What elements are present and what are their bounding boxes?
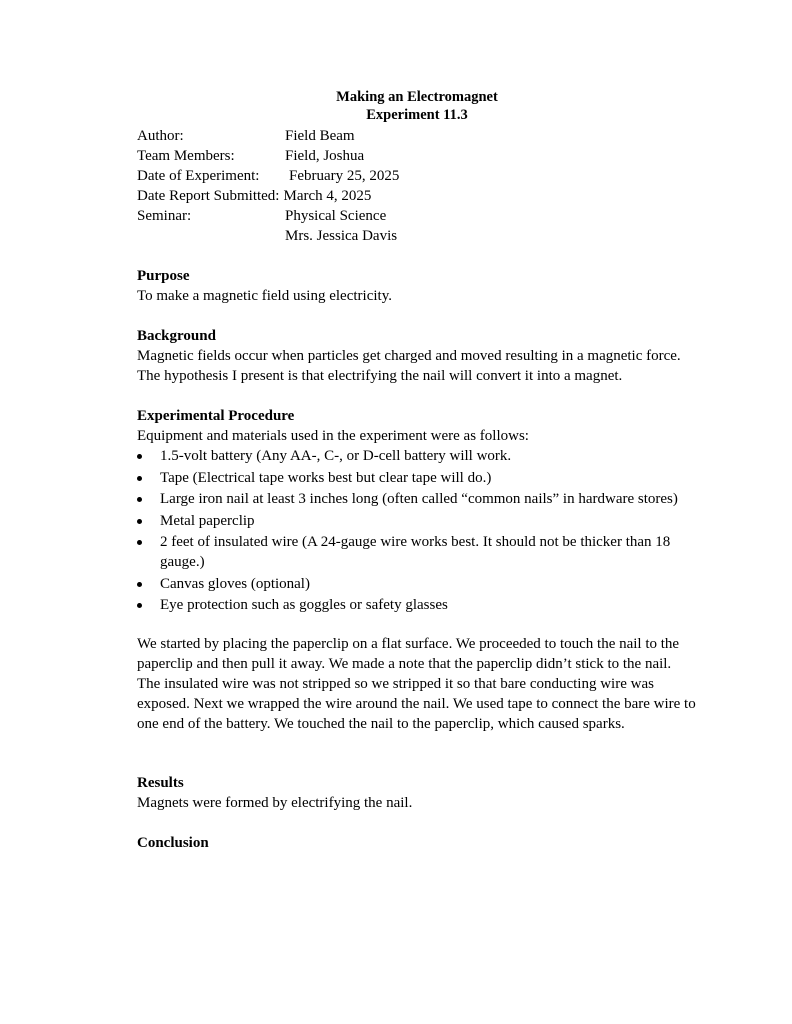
background-section [137,326,697,386]
list-item-text: 1.5-volt battery (Any AA-, C-, or D-cell battery will work. [160,448,512,464]
background-heading: Background [137,328,216,344]
conclusion-section [137,833,697,853]
team-members-label: Team Members: [137,148,235,164]
date-of-experiment-label: Date of Experiment: [137,168,260,184]
list-item-text: Eye protection such as goggles or safety glasses [160,597,448,613]
list-item-text: Metal paperclip [160,512,255,529]
list-item-text: Canvas gloves (optional) [160,575,310,592]
list-item-text: Large iron nail at least 3 inches long (often called “common nails” in hardware stores) [160,491,678,507]
date-of-experiment-value: February 25, 2025 [289,168,400,184]
author-label: Author: [137,128,184,144]
bullet-icon [137,540,142,545]
list-item [137,574,697,594]
results-heading: Results [137,775,184,791]
date-of-experiment-row [137,166,697,186]
list-item [137,595,697,615]
procedure-heading: Experimental Procedure [137,408,295,424]
team-members-row [137,146,697,166]
teacher-value: Mrs. Jessica Davis [285,228,398,244]
purpose-heading: Purpose [137,268,190,284]
bullet-icon [137,476,142,481]
document-title: Making an Electromagnet [336,89,498,105]
author-row [137,126,697,146]
document-page [137,88,697,853]
seminar-label: Seminar: [137,208,192,224]
team-members-value: Field, Joshua [285,148,365,164]
list-item-text: 2 feet of insulated wire (A 24-gauge wire works best. It should not be thicker than 18 gauge.) [160,534,671,570]
procedure-section [137,406,697,734]
bullet-icon [137,582,142,587]
list-item [137,532,697,572]
purpose-text: To make a magnetic field using electricity. [137,288,392,304]
bullet-icon [137,454,142,459]
seminar-row [137,206,697,226]
procedure-text: We started by placing the paperclip on a flat surface. We proceeded to touch the nail to the paperclip and then pull it away. We made a note that the paperclip didn’t stick to the nail. The insulated wire was not stripped so we stripped it so that bare conducting wire was exposed. Next we wrapped the wire around the nail. We used tape to connect the bare wire to one end of the battery. We touched the nail to the paperclip, which caused sparks. [137,636,696,732]
materials-list [137,446,697,615]
list-item-text: Tape (Electrical tape works best but clear tape will do.) [160,469,492,486]
purpose-section [137,266,697,306]
list-item [137,468,697,488]
document-subtitle: Experiment 11.3 [366,107,468,123]
teacher-label-spacer [137,226,285,246]
report-metadata [137,126,697,246]
date-submitted-label: Date Report Submitted: [137,188,280,204]
list-item [137,511,697,531]
results-section [137,773,697,813]
bullet-icon [137,603,142,608]
bullet-icon [137,519,142,524]
date-submitted-row [137,186,697,206]
conclusion-heading: Conclusion [137,835,209,851]
bullet-icon [137,497,142,502]
date-submitted-value: March 4, 2025 [283,188,372,204]
results-text: Magnets were formed by electrifying the nail. [137,795,413,811]
background-text: Magnetic fields occur when particles get charged and moved resulting in a magnetic force. The hypothesis I present is that electrifying the nail will convert it into a magnet. [137,348,681,384]
title-block [137,88,697,124]
teacher-row [137,226,697,246]
procedure-intro: Equipment and materials used in the experiment were as follows: [137,428,529,444]
list-item [137,446,697,466]
author-value: Field Beam [285,128,355,144]
list-item [137,489,697,509]
seminar-value: Physical Science [285,208,387,224]
